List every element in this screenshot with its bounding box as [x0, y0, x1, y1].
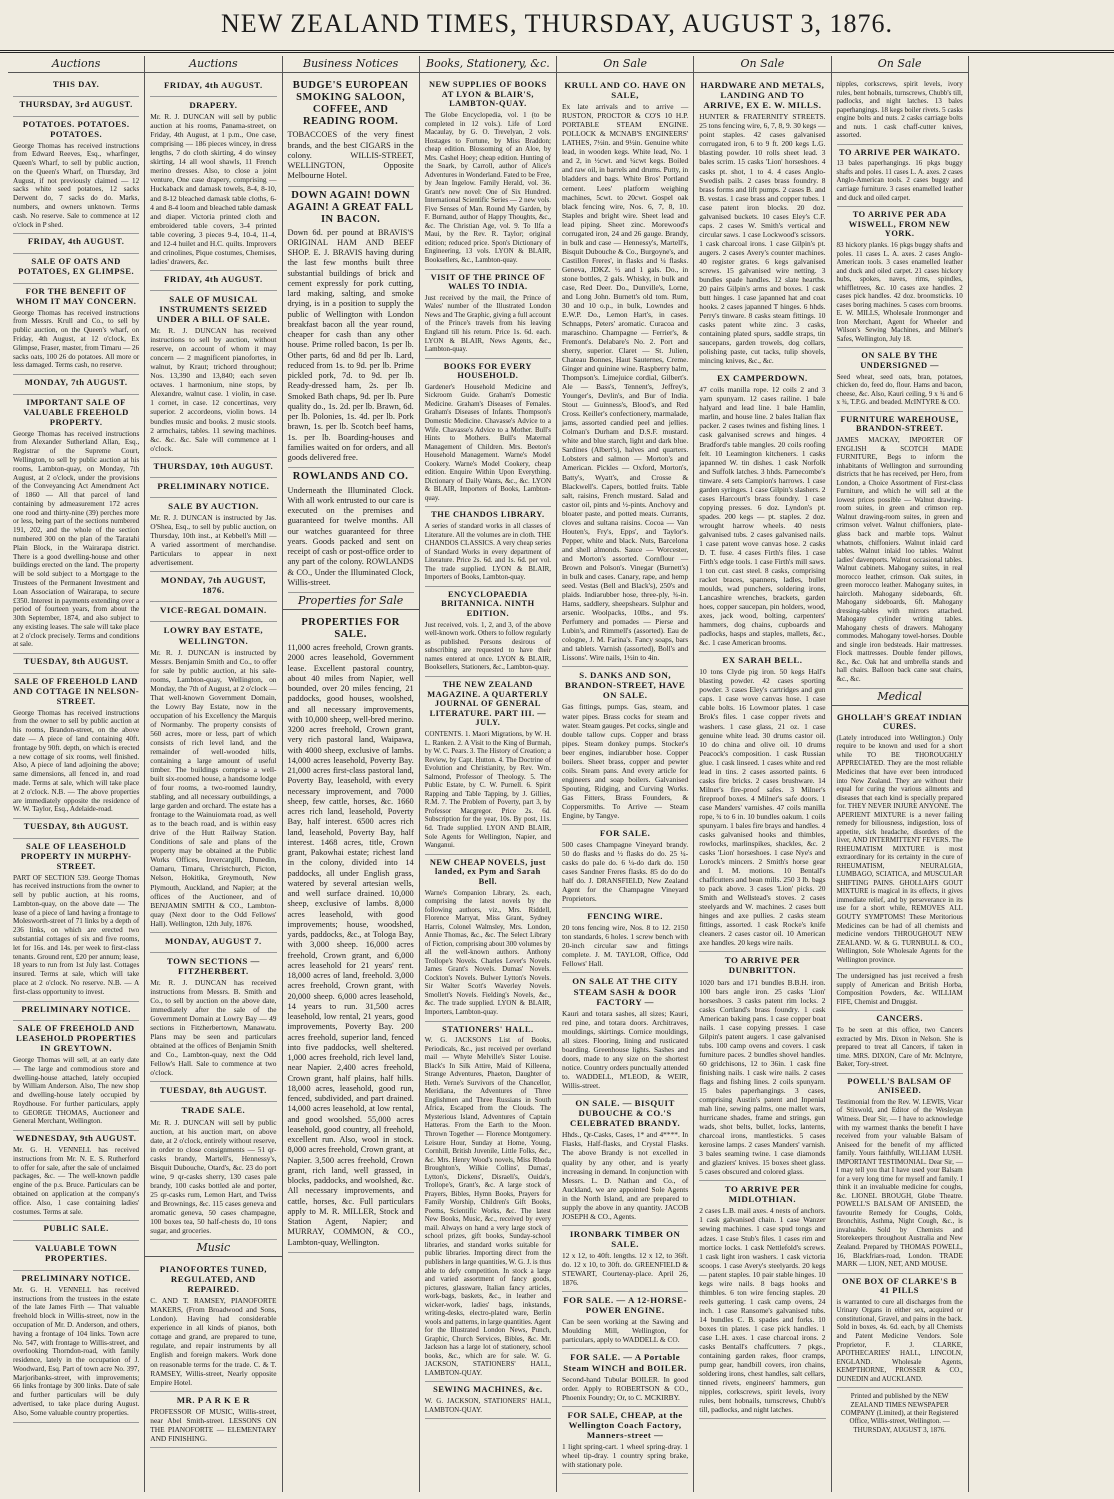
ad-body: Seed wheat, seed oats, bran, potatoes, chicken do, feed do, flour. Hams and bacon, cheese, &c. Also, Kauri ceiling, 9 x ¾ and 6 x ¾, T.P.G. and beaded. McINTYRE & CO. — [836, 372, 963, 407]
ad-heading: POTATOES. POTATOES. POTATOES. — [22, 118, 130, 139]
advertisement — [13, 1271, 139, 1423]
advertisement — [288, 77, 414, 187]
ad-body: Kauri and totara sashes, all sizes; Kauri, red pine, and totara doors. Architraves, mouldings, skirtings. Cornice mouldings, all sizes. Flooring, lining and rusticated boarding. Greenhouse lights. Sashes and doors, made to any size on the shortest notice. Country orders punctually attended to. WADDELL, M'LEOD, & WEIR, Willis-street. — [562, 1008, 689, 1091]
advertisement — [562, 908, 688, 973]
section-heading: Books, Stationery, &c. — [420, 56, 556, 73]
advertisement — [150, 622, 276, 932]
advertisement — [699, 77, 825, 370]
ad-body: 1 light spring-cart. 1 wheel spring-dray. 1 wheel tip-dray. 1 country spring brake, with stationary pole. — [562, 1442, 689, 1470]
advertisement — [837, 969, 963, 1011]
advertisement — [13, 375, 139, 395]
ad-heading: EX CAMPERDOWN. — [717, 373, 808, 384]
advertisement — [150, 1392, 276, 1448]
masthead — [0, 0, 1114, 53]
advertisement — [13, 674, 139, 819]
advertisement — [13, 284, 139, 375]
ad-heading: DRAPERY. — [189, 100, 238, 111]
ad-heading: FRIDAY, 4th AUGUST. — [164, 80, 263, 90]
advertisement — [150, 572, 276, 602]
ad-body: Mr. R. J. DUNCAN is instructed by Jas. O'Shea, Esq., to sell by public auction, on Thursday, 10th inst., at Kebbell's Mill — A varied assortment of merchandise. Particulars to appear in next advertisement. — [150, 512, 277, 568]
ad-body: The Globe Encyclopedia, vol. 1 (to be completed in 12 vols.). Life of Lord Macaulay, by G. O. Trevelyan, 2 vols. Hostages to Fortune, by Miss Braddon; cheap edition. Blossoming of an Aloe, by Mrs. Cashel Hoey; cheap edition. Hunting of the Snark, by Carroll, author of Alice's Adventures in Wonderland. Fated to be Free, by Jean Ingelow. Family Herald, vol. 36. Grant's new novel: One of Six Hundred. International Scientific Series — 2 new vols. Five Senses of Man. Round My Garden, by F. Burnand, author of Happy Thoughts, &c., &c. The Christian Age, vol. 9. To Ilfa a Maui, by the Rev. R. Taylor; original edition; reduced price. Spon's Dictionary of Engineering, 13 vols. LYON & BLAIR, Booksellers, &c., Lambton-quay. — [424, 110, 551, 264]
ad-body: TOBACCOES of the very finest brands, and the best CIGARS in the colony. WILLIS-STREET, WELLINGTON, Opposite Melbourne Hotel. — [287, 130, 414, 181]
ad-heading: NEW CHEAP NOVELS, just landed, ex Pym and Sarah Bell. — [429, 857, 546, 886]
ad-body: 1020 bars and 171 bundles B.B.H. iron. 100 bars angle iron. 25 casks 'Lion' horseshoes. 3 casks patent rim locks. 2 casks Cortland's brass foundry. 1 cask American baking pans. 1 case copper boat nails. 1 case copying presses. 1 case Gilpin's patent augers. 1 case galvanised tubs. 100 camp ovens and covers. 1 cask furniture paces. 2 bundles shovel handles. 60 gridchisons, 12 to 36in. 1 cask fine finishing nails. 1 cask wire nails. 2 cases flags and fishing lines. 2 coils spunyarn. 15 bales paperhangings. 3 cases, comprising Austin's patent and Inpenial mah line, sewing palms, one mallet wars, hurricane shades, frame and strings, gun wads, shot belts, bullet, locks, lanterns, charcoal irons, mantlesticks. 5 cases kerosine lamps. 2 cases Manders' varnish. 3 bales seaming twine. 1 case diamonds and glaziers' knives. 15 boxes sheet glass. 5 cases obscured and colored glass. — [699, 977, 826, 1177]
advertisement — [13, 839, 139, 1002]
ad-body: JAMES MACKAY, IMPORTER OF ENGLISH & SCOTCH MADE FURNITURE, Begs to inform the inhabitants of Wellington and surrounding districts that he has received, per Hero, from London, a Choice Assortment of First-class Furniture, and which he will sell at the lowest prices possible — Walnut drawing-room suites, in green and crimson rep. Walnut drawing-room suites, in green and crimson velvet. Walnut chiffoniers, plate-glass back and marble tops. Walnut whatnots, chiffoniers. Walnut inlaid card tables. Walnut inlaid loo tables. Walnut ladies' davenports. Walnut occasional tables. Walnut cabinets. Mahogany suites, in real morocco leather, crimson. Oak suites, in green morocco leather. Mahogany suites, in haircloth. Mahogany sideboards, 6ft. Mahogany sideboards, 6ft. Mahogany dressing-tables with mirrors attached. Mahogany cylinder writing tables. Mahogany chests of drawers. Mahogany commodes. Mahogany towel-horses. Double and single iron bedsteads. Hair mattresses. Flock mattresses. Double fender pillows, &c., &c. Oak hat and umbrella stands and hall chairs. Balloon back cane seat chairs, &c., &c. — [836, 436, 963, 683]
ad-heading: PIANOFORTES TUNED, REGULATED, AND REPAIRED. — [159, 1263, 267, 1295]
advertisement — [13, 234, 139, 254]
ad-heading: STATIONERS' HALL. — [442, 1024, 534, 1034]
ad-heading: EX SARAH BELL. — [722, 655, 803, 666]
ad-heading: TO ARRIVE PER WAIKATO. — [839, 147, 961, 157]
ad-body: 2 cases L.B. mail axes. 4 nests of anchors. 1 cask galvanised chain. 1 case Wanzer sewing machines. 1 case spud tongs and adzes. 1 case Stub's files. 1 cases rim and mortice locks. 1 cask Nettlefold's screws. 1 cask light iron washers. 1 cask victoria scoops. 1 case Avery's steelyards. 20 kegs — patent staples. 10 pair stable hinges. 10 kegs wire nails. 8 bags hooks and thimbles. 6 ton wire fencing staples. 20 reels guttering. 1 cask camp ovens, 24 inch. 1 case Ransome's galvanised tubs. 14 bundles C. B. spades and forks. 10 boxes tin plates. 1 case pick handles. 1 case L.H. axes. 1 case charcoal irons. 2 casks Bentall's chaffcutters. 7 pkgs., containing garden rakes, floor cramps, pump gear, handbill covers, iron chains, soldering irons, chest handles, salt cellars, tinned rivets, engineers' hammers, gun nipples, corkscrews, spirit levels, ivory rules, bent hobnails, turnscrews, Chubb's till, padlocks, and night latches. — [699, 1206, 826, 1415]
advertisement — [425, 677, 551, 855]
advertisement — [699, 952, 825, 1181]
column-5 — [557, 56, 694, 1492]
ad-heading: FURNITURE WAREHOUSE, BRANDON-STREET. — [840, 414, 959, 434]
column-2 — [145, 56, 282, 1492]
advertisement — [150, 97, 276, 271]
ad-heading: DOWN AGAIN! DOWN AGAIN! A GREAT FALL IN BACON. — [287, 189, 414, 225]
newspaper-title: NEW ZEALAND TIMES, THURSDAY, AUGUST 3, 1876. — [221, 9, 893, 38]
ad-heading: TOWN SECTIONS — FITZHERBERT. — [166, 955, 260, 976]
ad-heading: IRONBARK TIMBER ON SALE. — [569, 1228, 681, 1249]
advertisement — [425, 77, 551, 270]
advertisement — [150, 1261, 276, 1392]
ad-body: To be seen at this office, two Cancers extracted by Mrs. Dixon in Nelson. She is prepared to treat all Cancers, if taken in time. MRS. DIXON, Care of Mr. McIntyre, Baker, Tory-street. — [836, 1025, 963, 1069]
advertisement — [562, 1095, 688, 1226]
advertisement — [150, 291, 276, 458]
advertisement — [837, 1274, 963, 1389]
ad-heading: BOOKS FOR EVERY HOUSEHOLD. — [443, 361, 532, 381]
ad-body: George Thomas will sell, at an early date — The large and commodious store and dwelling-house attached, lately occupied by William Anderson. Also, The new shop and dwelling-house lately occupied by Roydhouse. For further particulars, apply to GEORGE THOMAS, Auctioneer and General Merchant, Wellington. — [13, 1056, 140, 1126]
section-heading: Medical — [832, 689, 968, 706]
ad-heading: SALE OF OATS AND POTATOES, EX GLIMPSE. — [18, 256, 135, 277]
ad-heading: FOR SALE, CHEAP, at the Wellington Coach Factory, Manners-street — — [567, 1409, 683, 1440]
advertisement — [425, 270, 551, 359]
ad-body: PROFESSOR OF MUSIC, Willis-street, near Abel Smith-street. LESSONS ON THE PIANOFORTE — ELEMENTARY AND FINISHING. — [150, 1406, 277, 1443]
ad-heading: THURSDAY, 3rd AUGUST. — [19, 98, 133, 109]
ad-heading: THURSDAY, 10th AUGUST. — [153, 460, 274, 471]
ad-heading: THE NEW ZEALAND MAGAZINE. A QUARTERLY JOURNAL OF GENERAL LITERATURE. PART III. — JULY. — [427, 679, 549, 728]
ad-body: C. AND T. RAMSEY, PIANOFORTE MAKERS, (From Broadwood and Sons, London). Having had considerable experience in all kinds of pianos, both cottage and grand, are prepared to tune, regulate, and repair instruments by all English and foreign makers. Work done on reasonable terms for the trade. C. & T. RAMSEY, Willis-street, Nearly opposite Empire Hotel. — [150, 1296, 277, 1387]
advertisement — [13, 1021, 139, 1131]
ad-heading: BUDGE'S EUROPEAN SMOKING SALOON, COFFEE, AND READING ROOM. — [292, 80, 409, 128]
ad-heading: S. DANKS AND SON, BRANDON-STREET, HAVE ON SALE. — [565, 670, 686, 701]
ad-body: Mr. R. J. DUNCAN will sell by public auction, at his auction mart, on above date, at 2 o'clock, entirely without reserve, in order to close consignments — 51 qr-casks brandy, Martell's, Hennessy's, Bisquit Dubouche, Otard's, &c. 23 do port wine, 9 qr-casks sherry, 130 cases pale brandy, 100 casks bottled ale and porter, 25 qr-casks rum, Lemon Hart, and Twiss and Brownings, &c. 115 cases geneva and aromatic geneva, 50 cases champagne, 100 boxes tea, 50 half-chests do, 10 tons sugar, and groceries. — [150, 1117, 277, 1235]
ad-body: A series of standard works in all classes of Literature. All the volumes are in cloth. THE CHANDOS CLASSICS. A very cheap series of Standard Works in every department of Literature. Price 2s. 6d. and 1s. 6d. per vol. The trade supplied. LYON & BLAIR, Importers of Books, Lambton-quay. — [424, 521, 551, 582]
newspaper-page — [8, 56, 1106, 1492]
ad-body: CONTENTS. 1. Maori Migrations, by W. H. L. Ranken. 2. A Visit to the King of Burmah, by W. C. Pears. 3. The History of Creation; a Review, by Capt. Hutton. 4. The Doctrine of Evolution and Christianity, by Rev. Wm. Salmond, Professor of Theology. 5. The Public Estate, by C. W. Purnell. 6. Spirit Rapping and Table Tapping, by J. Gillies, R.M. 7. The Problem of Poverty, part 3, by Professor Macgregor. Price 2s. 6d. Subscription for the year, 10s. By post, 11s. 6d. Trade supplied. LYON AND BLAIR, Sole Agents for Wellington, Napier, and Wanganui. — [424, 730, 551, 850]
ad-body: 10 tons Clyde pig iron. 50 kegs Hall's blasting powder. 42 cases sporting powder. 3 cases Eley's cartridges and gun caps. 1 case wove canvas hose. 1 case cable bolts. 16 Lowmoor plates. 1 case Brok's files. 1 case copper rivets and washers. 1 case glass, 21 oz. 1 case genuine white lead. 30 drums castor oil. 10 do china and olive oil. 10 drums Peacock's composition. 1 cask Russian glue. 1 cask linseed. 1 cases white and red lead in tins. 2 cases assorted paints. 6 casks fire bricks. 2 cases brushware. 14 Milner's fire-proof safes. 3 Milner's fireproof boxes. 4 Milner's safe doors. 1 case Manders' varnishes. 47 coils manilla rope, ¾ to 6 in. 10 bundles oakum. 1 coils spunyarn. 1 bales fire brays and handles. 4 casks galvanised hooks and thimbles, rowlocks, marlinspikes, shackles, &c. 2 casks 'Lion' horseshoes. 1 case Nye's and Lorock's mincers. 2 Smith's horse gear and I. M. motions. 10 Bentall's chaffcutters and bean mills. 250 3 lb. bags to pack above. 3 cases 'Lion' picks. 20 Smith and Wellstead's stoves. 2 cases steelyards and W. machines. 2 cases butt hinges and axe pullies. 2 casks steam fittings, assorted. 1 cask Rocke's knife cleaners. 2 cases castor oil. 10 American axe handles. 20 kegs wire nails. — [699, 667, 826, 948]
ad-heading: PROPERTIES FOR SALE. — [301, 617, 400, 641]
ad-heading: SALE OF FREEHOLD LAND AND COTTAGE IN NELSON-STREET. — [13, 676, 140, 706]
ad-heading: MONDAY, 7th AUGUST, 1876. — [160, 575, 266, 596]
ad-heading: MR. P A R K E R — [176, 1394, 250, 1405]
publisher-imprint: Printed and published by the NEW ZEALAND TIMES NEWSPAPER COMPANY (Limited), at their Registered Office, Willis-street, Wellington. — THURSDAY, AUGUST 3, 1876. — [840, 1392, 959, 1434]
advertisement — [699, 652, 825, 952]
advertisement — [13, 654, 139, 674]
ad-body: 83 hickory planks. 16 pkgs buggy shafts and poles. 11 cases L. A. axes. 2 cases Anglo-American tools. 3 cases enamelled leather and duck and oiled carpet. 21 cases hickory hubs, spokes, naves, rims, spindles, whiffletrees, &c. 10 cases axe handles. 2 cases pick handles. 42 doz. broomsticks. 10 cases boring machines. 5 cases corn brooms. E. W. MILLS, Wholesale Ironmonger and Iron Merchant, Agent for Wheeler and Wilson's Sewing Machines, and Milner's Safes, Wellington, July 18. — [836, 241, 963, 343]
advertisement — [562, 1226, 688, 1292]
ad-heading: TUESDAY, 8th AUGUST. — [23, 656, 129, 667]
ad-body: (Lately introduced into Wellington.) Only require to be known and used for a short while TO BE THOROUGHLY APPRECIATED. They are the most reliable Medicines that have ever been introduced into New Zealand. They are without their equal for curing the various ailments and diseases that each kind is specially prepared for. THEY NEVER INJURE ANYONE. The APERIENT MIXTURE is a never failing remedy for biliousness, indigestion, loss of appetite, sick headache, disorders of the liver, AND INTERMITTENT FEVERS. The RHEUMATISM MIXTURE is most extraordinary for its certainty in the cure of RHEUMATISM, NEURALGIA, LUMBAGO, SCIATICA, and MUSCULAR SHIFTING PAINS. GHOLLAH'S GOUT MIXTURE is magical in its effects, it gives immediate relief, and by perseverance in its use for a short while, REMOVES ALL GOUTY SYMPTOMS! These Meritorious Medicines can be had of all chemists and medicine vendors THROUGHOUT NEW ZEALAND. W. & G. TURNBULL & CO., Wellington, Sole Wholesale Agents for the Wellington province. — [836, 733, 963, 964]
ad-heading: ON SALE BY THE UNDERSIGNED — — [860, 351, 940, 371]
advertisement — [150, 1102, 276, 1240]
ad-heading: THE CHANDOS LIBRARY. — [431, 510, 545, 520]
advertisement — [562, 1292, 688, 1349]
ad-body: Can be seen working at the Sawing and Moulding Mill, Wellington, for particulars, apply to WADDELL & CO. — [562, 1317, 689, 1345]
ad-body: 11,000 acres freehold, Crown grants. 2000 acres leasehold, Government lease. Excellent pastoral country, about 40 miles from Napier, well bounded, over 20 miles fencing, 21 paddocks, good houses, woolshed, and all necessary improvements, with 10,000 sheep, well-bred merino. 3200 acres freehold, Crown grant, very rich pastoral land, Waipawa, with 4000 sheep, exclusive of lambs. 14,000 acres leasehold, Poverty Bay. 21,000 acres first-class pastoral land, Poverty Bay, leasehold, with every necessary improvement, and 7000 sheep, few cattle, horses, &c. 1660 acres rich land, leasehold, Poverty Bay, half interest. 6500 acres rich land, leasehold, Poverty Bay, half interest. 1468 acres, title, Crown grant, Pakowhai estate; richest land in the colony, divided into 14 paddocks, all under English grass, watered by several artesian wells, and well surface drained. 10,000 sheep, exclusive of lambs. 8,000 acres leasehold, with good improvements; house, woodshed, yards, paddocks, &c., at Tologa Bay, with 3,000 sheep. 16,000 acres freehold, Crown grant, and 6,000 acres leasehold for 21 years' rent. 18,000 acres of land, freehold. 3,000 acres freehold, Crown grant, with 20,000 sheep. 6,000 acres leasehold, 14 years to run. 31,500 acres leasehold, low rental, 21 years, good improvements, Poverty Bay. 200 acres freehold, superior land, fenced into five paddocks, well sheltered. 1,000 acres freehold, rich level land, near Napier. 2,400 acres freehold, Crown grant, half plains, half hills. 18,000 acres, leasehold, good run, fenced, subdivided, and part drained. 14,000 acres leasehold, at low rental, and good woolshed. 55,000 acres leasehold, good country, all freehold, excellent run. Also, wool in stock. 8,000 acres freehold, Crown grant, at Napier. 3,500 acres freehold, Crown grant, rich land, well grassed, in blocks, paddocks, and woolshed, &c. All necessary improvements, and cattle, horses, &c. Full particulars apply to M. R. MILLER, Stock and Station Agent, Napier; and MURRAY, COMMON, & CO., Lambton-quay, Wellington. — [287, 643, 414, 1247]
ad-heading: NEW SUPPLIES OF BOOKS AT LYON & BLAIR'S, LAMBTON-QUAY. — [428, 80, 547, 109]
ad-heading: LOWRY BAY ESTATE, WELLINGTON. — [163, 625, 264, 646]
ad-body: 500 cases Champagne Vineyard brandy. 50 do flasks and ½ flasks do do. 25 ¼-casks do pale do. 6 ¼-do dark do. 150 cases Sandner Freres flasks. 85 do do do half do. J. DRANSFIELD, New Zealand Agent for the Champagne Vineyard Proprietors. — [562, 840, 689, 904]
section-heading: On Sale — [694, 56, 830, 73]
column-6 — [694, 56, 831, 1492]
ad-body: 47 coils manilla rope. 12 coils 2 and 3 yarn spunyarn. 12 cases railine. 1 bale halyard and lead line. 1 bale Hamlin, marlin, and house line. 2 bales Italian flax packer. 2 cases twines and fishing lines. 1 cask galvanised screws and hinges. 4 Bradford's table mangles. 20 coils roofing felt. 10 Leamington kitcheners. 1 casks japanned W. tin dishes. 1 cask Norfolk and Suffolk latches. 3 hhds. Parnecombe's tinware. 4 sets Campion's harrows. 1 case garden syringes. 1 case Gilpin's slashers. 2 cases Harcourt's brass foundry. 1 case copying presses. 6 doz. Lyndon's pt. spades. 200 kegs — pt. staples. 2 doz. wrought harrow wheels. 40 nests galvanised tubs. 2 cases galvanised nails. 1 case patent wove canvas hose. 2 casks D. T. fuse. 4 cases Firth's files. 1 case Firth's edge tools. 1 case Firth's mill saws. 1 ton cut. cast steel. 8 casks, comprising racket braces, spanners, ladles, bullet moulds, wad punchers, soldering irons, Lancashire wrenches, brackets, garden hoes, copper saucepan, pin holders, wood, axes, jack wood, bolting, carpenters' hammers, dog chains, cupboards and padlocks, hasps and staples, mallets, &c., &c. 1 case American brooms. — [699, 385, 826, 648]
ad-heading: FOR SALE. — [599, 827, 651, 838]
advertisement — [150, 953, 276, 1083]
ad-body: Mr. R. J. DUNCAN has received instructions to sell by auction, without reserve, on account of whom it may concern — 2 magnificent pianofortes, in walnut, by Kraut; trichord throughout; Nos. 13,390 and 13,840; each seven octaves. 1 harmonium, nine stops, by Alexandre, walnut case. 1 violin, in case. 1 cornet, in case. 12 concertinas, very superior. 2 accordeons, violin bows. 14 bundles music and books. 2 music stools. 2 armchairs, tables. 11 sewing machines. &c. &c. &c. Sale will commence at 1 o'clock. — [150, 326, 277, 453]
advertisement — [562, 1349, 688, 1406]
section-heading: On Sale — [832, 56, 968, 73]
column-7 — [832, 56, 969, 1492]
ad-body: Mr. R. J. DUNCAN has received instructions from Messrs. B. Smith and Co., to sell by auction on the above date, immediately after the sale of the Government Domain at Lowry Bay — 49 sections in Fitzherbertown, Manawatu. Plans may be seen and particulars obtained at the offices of Benjamin Smith and Co., Lambton-quay, next the Odd Fellow's Hall. Sale to commence at two o'clock. — [150, 977, 277, 1078]
advertisement — [13, 819, 139, 839]
ad-body: W. G. JACKSON, STATIONERS' HALL, LAMBTON-QUAY. — [424, 1397, 551, 1414]
advertisement — [837, 348, 963, 411]
advertisement — [13, 1241, 139, 1271]
advertisement — [837, 207, 963, 348]
ad-heading: TO ARRIVE PER DUNBRITTON. — [724, 955, 800, 976]
ad-body: George Thomas has received instructions from Edward Reeves, Esq., wharfinger, Queen's Wharf, to sell by public auction, on the Queen's Wharf, on Thursday, 3rd August, if not previously claimed — 12 sacks white seed potatoes, 12 sacks Derwent do, 7 sacks do do. Marks, numbers, and owners unknown. Terms cash. No reserve. Sale to commence at 12 o'clock in P shed. — [13, 141, 140, 229]
advertisement — [562, 77, 688, 667]
ad-heading: FENCING WIRE. — [587, 911, 663, 922]
advertisement — [288, 614, 414, 1253]
ad-body: Just received by the mail, the Prince of Wales' number of the Illustrated London News and The Graphic, giving a full account of the Prince's travels from his leaving England till his return. Price 1s. 6d. each. LYON & BLAIR, News Agents, &c., Lambton-quay. — [424, 293, 551, 354]
advertisement — [837, 1074, 963, 1274]
ad-body: Just received, vols. 1, 2, and 3, of the above well-known work. Others to follow regularly as published. Persons desirous of subscribing are requested to have their names entered at once. LYON & BLAIR, Booksellers, Stationers, &c., Lambton-quay. — [424, 620, 551, 672]
advertisement — [150, 458, 276, 478]
ad-body: Mr. G. H. VENNELL has received instructions from the trustees in the estate of the late James Firth — That valuable freehold block in Willis-street, now in the occupation of Mr. D. Anderson, and others, having a frontage of 104 links. Town acre No. 547, with frontage to Willis-street, and overlooking Thorndon-road, with family residence, lately in the occupation of J. Woodward, Esq. Part of town acre No. 397, Marjoribanks-street, with improvements; 66 links frontage by 300 links. Date of sale and further particulars will be duly advertised, to take place during August. Also, Some valuable country properties. — [13, 1285, 140, 1417]
advertisement — [837, 1011, 963, 1073]
section-heading: On Sale — [557, 56, 693, 73]
ad-heading: TRADE SALE. — [181, 1105, 246, 1116]
ad-body: nipples, corkscrews, spirit levels, ivory rules, bent hobnails, turnscrews, Chubb's till, padlocks, and night latches. 13 bales paperhangings. 18 kegs boiler rivets. 5 casks engine bolts and nuts. 2 casks carriage bolts and nuts. 1 cask chaff-cutter knives, assorted. — [836, 80, 963, 140]
advertisement — [288, 187, 414, 469]
advertisement — [150, 933, 276, 953]
advertisement — [837, 412, 963, 689]
ad-heading: CANCERS. — [876, 1014, 923, 1024]
section-heading: Properties for Sale — [283, 593, 419, 610]
advertisement — [13, 77, 139, 97]
ad-body: Ex late arrivals and to arrive — RUSTON, PROCTOR & CO'S 10 H.P. PORTABLE STEAM ENGINE. POLLOCK & MCNAB'S ENGINEERS' LATHES, 7½in. and 9½in. Genuine white lead, in wooden kegs. White lead, No. 1 and 2, in ½cwt. and ¼cwt kegs. Boiled and raw oil, in barrels and drums. Putty, in bladders and bags. White Bros' Portland cement. Lees' platform weighing machines, 5cwt. to 20cwt. Gospel oak black fencing wire, Nos. 6, 7, 8, 10. Staples and bright wire. Sheet lead and lead piping. Sheet zinc. Morewood's corrugated iron, 24 and 26 gauge. Brandy, in bulk and case — Hennessy's, Martell's, Bisquit Dubouche & Co., Burgoyne's, and Castillon Freres', in flasks and ¼ flasks. Geneva, JDKZ. ½ and 1 gals. Do., in stone bottles, 2 gals. Whisky, in bulk and case, Red Deer. Do., Dunville's, Lorne, and Long John. Burnett's old tom. Rum, 30 and 10 o.p., in bulk, Lowndes and E.W.P. Do., Lemon Hart's, in cases. Schnapps, Peters' aromatic. Curacoa and maraschino. Champagne — Ferrier's, & Fremont's. Delabare's No. 2. Port and sherry, superior. Claret — St. Julien, Chateau Bonnes, Haut Sauternes, Creme. Ginger and quinine wine. Raspberry balm, Thompson's. Limejuice cordial, Gilbert's. Ale — Bass's, Tennent's, Jeffrey's, Younger's, Devlin's, and Bur of India. Stout — Guinness's, Blood's, and Red Cross. Keiller's confectionery, marmalade, jams, assorted candied peel and jellies. Colman's Durham and D.S.F. mustard. white and blue starch, light and dark blue. Sardines (Albert's), halves and quarters. Lobsters and salmon — Morton's and American. Pickles — Oxford, Morton's, Batty's, Wyatt's, and Crosse & Blackwell's. Capers, bottled fruits. Table salt, raisins, French mustard. Salad and castor oil, pints and ½-pints. Anchovy and bloater paste, and potted meats. Currants, cloves and sultana raisins. Cocoa — Van Houten's, Fry's, Epps', and Taylor's. Pepper, white and black. Nuts, Barcelona and shell almonds. Sauce — Worcester, and Morton's assorted. Cornflour — Brown and Polson's. Vinegar (Burnett's) in bulk and cases. Canary, rape, and hemp seed. Vestas (Bell and Black's), 250's and plaids. Indiarubber hose, three-ply, ¾-in. Hams, saddlery, sheepshears. Sulphur and arsenic. Woolpacks, 10lbs., and 9's. Perfumery and pomades — Pierse and Lubin's, and Rimmell's (assorted). Eau de cologne, J. M. Farina's. Fancy soaps, bars and tablets. Varnish (assorted), Boll's and Lissons'. Wire nails, 1½in to 4in. — [562, 102, 689, 663]
ad-heading: TUESDAY, 8th AUGUST. — [159, 1085, 267, 1096]
advertisement — [425, 1382, 551, 1419]
advertisement — [837, 145, 963, 207]
ad-heading: VISIT OF THE PRINCE OF WALES TO INDIA. — [430, 272, 546, 292]
advertisement — [150, 498, 276, 572]
ad-body: Second-hand Tubular BOILER. In good order. Apply to ROBERTSON & CO., Phoenix Foundry; Or, to C. MCKIRBY. — [562, 1374, 689, 1402]
ad-body: HUNTER & FRATERNITY STREETS. 25 tons fencing wire, 6, 7, 8, 9. 30 kegs — point staples. 42 cases galvanised corrugated iron, 6 to 9 ft. 200 kegs L.G. blasting powder. 10 rolls sheet lead. 3 bales scrim. 15 casks 'Lion' horseshoes. 4 casks pt. shot, 1 to 4. 4 cases Anglo-Swedish pails. 2 cases brass foundry. 8 brass forms and lift pumps. 2 cases B. and B. vestas. 1 case brass and copper tubes. 1 case patent iron blocks. 20 doz. galvanised buckets. 10 cases Eley's C.F. caps. 2 cases W. Smith's vertical and circular saws. 1 case Lockwood's scissors. 1 cask charcoal irons. 1 case Gilpin's pt. augers. 2 cases Avery's counter machines. 40 register grates. 6 kegs galvanised screws. 15 galvanised wire netting. 3 bundles spade handles. 12 slate hearths. 20 pairs Gilpin's arms and boxes. 1 cask butt hinges. 1 case japanned hat and coat hooks. 2 cases japanned T hinges. 6 hhds. Perry's tinware. 8 casks steam fittings. 10 casks patent white zinc. 3 casks, containing plated spurs, saddle straps, tin saucepans, garden trowels, dog collars, polishing paste, cut tacks, tulip shovels, mincing knives, &c., &c. — [699, 112, 826, 366]
ad-body: 12 x 12, to 40ft. lengths. 12 x 12, to 36ft. do. 12 x 10, to 30ft. do. GREENFIELD & STEWART, Courtenay-place. April 26, 1876. — [562, 1250, 689, 1288]
ad-heading: SEWING MACHINES, &c. — [433, 1385, 543, 1395]
ad-body: Underneath the Illuminated Clock. With all work entrusted to our care is executed on the premises and guaranteed for twelve months. All our watches guaranteed for three years. Goods packed and sent on receipt of cash or post-office order to any part of the colony. ROWLANDS & CO., Under the Illuminated Clock, Willis-street. — [287, 485, 414, 587]
advertisement — [837, 710, 963, 970]
ad-heading: SALE OF LEASEHOLD PROPERTY IN MURPHY-STREET. — [20, 840, 132, 871]
ad-body: Mr. R. J. DUNCAN is instructed by Messrs. Benjamin Smith and Co., to offer for sale by public auction, at his sale-rooms, Lambton-quay, Wellington, on Monday, the 7th of August, at 2 o'clock — That well-known Government Domain, the Lowry Bay Estate, now in the occupation of his Excellency the Marquis of Normanby. The property consists of 560 acres, more or less, part of which consists of rich level land, and the remainder of well-wooded hills, containing a large amount of useful timber. The buildings comprise a well-built six-roomed house, a handsome lodge of four rooms, a two-roomed laundry, stabling, and all necessary outbuildings, a large garden and orchard. The estate has a frontage to the Wainuiomata road, as well as to the beach road, and is within easy drive of the Hutt Railway Station. Conditions of sale and plans of the property may be obtained at the Public Works Offices, Invercargill, Dunedin, Oamaru, Timaru, Christchurch, Picton, Nelson, Hokitika, Greymouth, New Plymouth, Auckland, and Napier; at the offices of the Auctioneer, and of BENJAMIN SMITH & CO., Lambton-quay (Next door to the Odd Fellows' Hall). Wellington, 12th July, 1876. — [150, 647, 277, 928]
ad-heading: FOR SALE. — A 12-HORSE-POWER ENGINE. — [563, 1295, 687, 1316]
ad-heading: FOR SALE. — A Portable Steam WINCH and BOILER. — [563, 1352, 687, 1373]
column-1 — [8, 56, 145, 1492]
ad-body: 20 tons fencing wire, Nos. 8 to 12. 2150 ton standards, 6 holes. 1 screw bench with 20-inch circular saw and fittings complete. J. M. TAYLOR, Office, Odd Fellows' Hall. — [562, 923, 689, 969]
ad-heading: MONDAY, 7th AUGUST. — [24, 377, 128, 388]
ad-heading: SALE OF FREEHOLD AND LEASEHOLD PROPERTIES IN GREYTOWN. — [16, 1023, 137, 1054]
section-heading: Music — [145, 1240, 281, 1257]
ad-heading: PUBLIC SALE. — [43, 1223, 109, 1234]
ad-body: The undersigned has just received a fresh supply of American and British Horba, Composition Powders, &c. WILLIAM FIFE, Chemist and Druggist. — [836, 972, 963, 1006]
ad-heading: THIS DAY. — [52, 79, 100, 89]
ad-body: is warranted to cure all discharges from the Urinary Organs in either sex, acquired or constitutional, Gravel, and pains in the back. Sold in boxes, 4s. 6d. each, by all Chemists and Patent Medicine Vendors. Sole Proprietor, F. J. CLARKE, APOTHECARIES' HALL, LINCOLN, ENGLAND. Wholesale Agents, KEMPTHORNE, PROSSER & CO., DUNEDIN and AUCKLAND. — [836, 1297, 963, 1383]
ad-heading: ONE BOX OF CLARKE'S B 41 PILLS — [842, 1276, 958, 1296]
column-4 — [420, 56, 557, 1492]
ad-body: 13 bales paperhangings. 16 pkgs buggy shafts and poles. 11 cases L. A. axes. 2 cases Anglo-American tools. 2 cases buggy and carriage furniture. 3 cases enamelled leather and duck and oiled carpet. — [836, 159, 963, 202]
ad-heading: TO ARRIVE PER ADA WISWELL, FROM NEW YORK. — [848, 210, 951, 239]
ad-heading: HARDWARE AND METALS, LANDING AND TO ARRIVE, EX E. W. MILLS. — [700, 80, 825, 111]
advertisement — [150, 271, 276, 291]
ad-heading: GHOLLAH'S GREAT INDIAN CURES. — [837, 712, 963, 732]
ad-heading: SALE OF MUSICAL INSTRUMENTS SEIZED UNDER A BILL OF SALE. — [156, 293, 271, 325]
advertisement — [425, 507, 551, 586]
ad-heading: IMPORTANT SALE OF VALUABLE FREEHOLD PROPERTY. — [23, 397, 129, 427]
ad-heading: FOR THE BENEFIT OF WHOM IT MAY CONCERN. — [15, 285, 137, 306]
advertisement — [425, 855, 551, 1022]
advertisement — [13, 117, 139, 235]
column-8 — [969, 56, 1106, 1492]
advertisement — [425, 587, 551, 677]
ad-heading: ON SALE. — BISQUIT DUBOUCHE & CO.'S CELEBRATED BRANDY. — [570, 1098, 681, 1129]
ad-heading: VALUABLE TOWN PROPERTIES. — [35, 1243, 118, 1264]
ad-heading: PRELIMINARY NOTICE. — [21, 1273, 131, 1283]
advertisement — [150, 602, 276, 622]
ad-heading: KRULL AND CO. HAVE ON SALE, — [564, 80, 686, 101]
advertisement — [13, 395, 139, 654]
section-heading: Auctions — [8, 56, 144, 73]
ad-heading: FRIDAY, 4th AUGUST. — [164, 273, 263, 284]
advertisement — [150, 1082, 276, 1102]
ad-heading: FRIDAY, 4th AUGUST. — [27, 236, 125, 247]
ad-heading: TUESDAY, 8th AUGUST. — [23, 821, 129, 832]
advertisement — [562, 1407, 688, 1474]
section-heading: Business Notices — [283, 56, 419, 73]
advertisement — [13, 254, 139, 284]
advertisement — [562, 825, 688, 908]
ad-body: PART OF SECTION 539. George Thomas has received instructions from the owner to sell by public auction, at his rooms, Lambton-quay, on the above date — The lease of a piece of land having a frontage to Molesworth-street of 71 links by a depth of 236 links, on which are erected two substantial cottages of six and five rooms, let for 16s. and 14s. per week to first-class tenants. Ground rent, £20 per annum; lease, 18 years to run from 1st July last. Cottages insured. Terms at sale, which will take place at 2 o'clock. No reserve. N.B. — A first-class opportunity to invest. — [13, 873, 140, 996]
ad-body: Warne's Companion Library, 2s. each, comprising the latest novels by the following authors, viz., Mrs. Riddell, Florence Marryat, Miss Grant, Sydney Harris, Colonel Walmsley, Mrs. London, Annie Thomas, &c., &c. The Select Library of Fiction, comprising about 300 volumes by all the well-known authors. Anthony Trollope's Novels. Charles Lever's Novels. James Grant's Novels. Dumas' Novels. Cockton's Novels. Bulwer Lytton's Novels. Sir Walter Scott's Waverley Novels. Smollett's Novels. Fielding's Novels, &c., &c. The trade supplied. LYON & BLAIR, Importers, Lambton-quay. — [424, 888, 551, 1016]
ad-heading: TO ARRIVE PER MIDLOTHIAN. — [724, 1184, 800, 1205]
ad-heading: ON SALE AT THE CITY STEAM SASH & DOOR FACTORY — — [572, 976, 679, 1007]
advertisement — [13, 1131, 139, 1221]
ad-body: Gardener's Household Medicine and Sickroom Guide. Graham's Domestic Medicine. Graham's Diseases of Females. Graham's Diseases of Infants. Thompson's Domestic Medicine. Chavasse's Advice to a Wife. Chavasse's Advice to a Mother. Bull's Hints to Mothers. Bull's Maternal Management of Children. Mrs. Beeton's Household Management. Warne's Model Cookery. Warne's Model Cookery, cheap edition. Enquire Within Upon Everything. Dictionary of Daily Wants, &c., &c. LYON & BLAIR, Importers of Books, Lambton-quay. — [424, 382, 551, 502]
column-3 — [283, 56, 420, 1492]
ad-body: George Thomas has received instructions from Messrs. Krull and Co., to sell by public auction, on the Queen's wharf, on Friday, 4th August, at 12 o'clock, Ex Glimpse, Fraser, master, from Timaru — 26 sacks oats, 100 26 do potatoes. All more or less damaged. Terms cash, no reserve. — [13, 308, 140, 370]
ad-body: Mr. G. H. VENNELL has received instructions from Mr. N. E. S. Rutherford to offer for sale, after the sale of unclaimed packages, &c. — The well-known paddle engine of the p.s. Bruce. Particulars can be obtained on application at the company's office. Also, 1 case containing ladies' costumes. Terms at sale. — [13, 1146, 140, 1216]
ad-heading: POWELL'S BALSAM OF ANISEED. — [847, 1076, 952, 1096]
advertisement — [562, 667, 688, 825]
advertisement — [13, 1002, 139, 1022]
ad-heading: SALE BY AUCTION. — [168, 500, 259, 511]
advertisement — [699, 1181, 825, 1419]
advertisement — [13, 97, 139, 117]
advertisement — [13, 1221, 139, 1241]
ad-heading: ROWLANDS AND CO. — [292, 471, 409, 483]
ad-heading: WEDNESDAY, 9th AUGUST. — [15, 1133, 137, 1144]
ad-body: Testimonial from the Rev. W. LEWIS, Vicar of Stixwold, and Editor of the Wesleyan Witness. Dear Sir, — I have to acknowledge with my warmest thanks the benefit I have received from your valuable Balsam of Aniseed for the benefit of my afflicted family. Yours faithfully, WILLIAM LUSH. IMPORTANT TESTIMONIAL. Dear Sir, — I may tell you that I have used your Balsam for a very long time for myself and family. I think it an invaluable medicine for coughs, &c. LIONEL BROUGH, Globe Theatre. POWELL'S BALSAM OF ANISEED, the favourite Remedy for Coughs, Colds, Bronchitis, Asthma, Night Cough, &c., is invaluable. Sold by Chemists and Storekeepers throughout Australia and New Zealand. Prepared by THOMAS POWELL, 16, Blackfriars-road, London. TRADE MARK — LION, NET, AND MOUSE. — [836, 1097, 963, 1269]
ad-body: George Thomas has received instructions from the owner to sell by public auction at his rooms, Brandon-street, on the above date — A piece of land containing 40ft. frontage by 90ft. depth, on which is erected a new cottage of six rooms, well finished. Also, A piece of land adjoining the above; same dimensions, all fenced in, and road made. Terms at sale, which will take place at 2 o'clock. N.B. — The above properties are immediately opposite the residence of W. W. Taylor, Esq., Adelaide-road. — [13, 708, 140, 814]
advertisement — [150, 478, 276, 498]
advertisement — [288, 468, 414, 593]
section-heading: Auctions — [145, 56, 281, 73]
advertisement — [425, 359, 551, 508]
ad-heading: VICE-REGAL DOMAIN. — [160, 605, 267, 616]
ad-heading: PRELIMINARY NOTICE. — [21, 1003, 131, 1014]
advertisement — [150, 77, 276, 97]
ad-heading: PRELIMINARY NOTICE. — [157, 480, 270, 491]
ad-heading: ENCYCLOPAEDIA BRITANNICA. NINTH EDITION. — [441, 589, 535, 618]
ad-body: W. G. JACKSON'S List of Books, Periodicals, &c., just received per overland mail — Whyte Melville's Sister Louise. Black's In Silk Attire, Maid of Killeena, Strange Adventures, Phaeton, Daughter of Heth. Verne's Survivors of the Chancellor, Meridiana, the Adventures of Three Englishmen and Three Russians in South Africa, Escaped from the Clouds. The Mysterious Island, Adventures of Captain Hatteras. From the Earth to the Moon. Thrown Together — Florence Montgomery. Leisure Hour, Sunday at Home, Young, Cornhill, British Juvenile, Little Folks, &c., &c. Mrs. Henry Wood's novels, Miss Rhoda Broughton's, Wilkie Collins', Dumas', Lytton's, Dickens', Disraeli's, Ouida's, Trollope's, Grant's, &c. A large stock of Prayers, Bibles, Hymn Books, Prayers for Family Worship, Children's Gift Books, Poems, Scientific Works, &c. The latest New Books, Music, &c., received by every mail. Always on hand a very large stock of school prizes, gift books, Sunday-school libraries, and standard works suitable for public libraries. Importing direct from the publishers in large quantities, W. G. J. is thus able to defy competition. In stock a large and varied assortment of fancy goods, pictures, glassware, Italian fancy articles, work-bags, baskets, &c., in leather and wicker-work, ladies' bags, inkstands, writing-desks, electro-plated ware, Berlin wools and patterns, in large quantities. Agent for the Illustrated London News, Punch, Graphic, Church Services, Bibles, &c. Mr. Jackson has a large lot of stationery, school books, &c., which are for sale. W. G. JACKSON, STATIONERS' HALL, LAMBTON-QUAY. — [424, 1036, 552, 1377]
advertisement — [837, 77, 963, 145]
advertisement — [425, 1022, 551, 1383]
advertisement — [562, 973, 688, 1095]
ad-body: George Thomas has received instructions from Alexander Sutherland Allan, Esq., Registrar of the Supreme Court, Wellington, to sell by public auction at his rooms, Lambton-quay, on Monday, 7th August, at 2 o'clock, under the provisions of the Conveyancing Act Amendment Act of 1860 — All that parcel of land containing by admeasurement 172 acres one rood and thirty-nine (39) perches more or less, being part of the sections numbered 191, 202, and the whole of the section numbered 300 on the plan of the Taratahi Plain Block, in the Wairarapa district. There is a good dwelling-house and other buildings erected on the land. The property will be sold subject to a Mortgage to the Trustees of the Permanent Investment and Loan Association of Wairarapa, to secure £350. Interest in payments extending over a period of fourteen years, from about the 30th September, 1874, and also subject to any existing leases. The sale will take place at 2 o'clock precisely. Terms and conditions at sale. — [13, 429, 140, 649]
ad-body: Mr. R. J. DUNCAN will sell by public auction at his rooms, Panama-street, on Friday, 4th August, at 1 p.m., One case, comprising — 186 pieces wincey, in dress lengths, 7 do cloth skirting, 4 do winsey skirting, 14 all wool shawls, 11 French merino dresses. Also, to close a joint venture, One case drapery, comprising — Huckaback and damask towels, 8-4, 8-10, and 8-12 bleached damask table cloths, 6-4 and 8-4 loom and bleached table damask and diaper. Victoria printed cloth and embroidered table covers, 3-4 printed table covering, 3 pieces 9-4, 10-4, 11-4, and 12-4 huilet and H.C. quilts. Improvers and crinolines, Pique costumes, Chemises, ladies' drawers, &c. — [150, 112, 277, 266]
advertisement — [699, 370, 825, 652]
ad-body: Down 6d. per pound at BRAVIS'S ORIGINAL HAM AND BEEF SHOP. E. J. BRAVIS having during the last few months built three substantial buildings of brick and cement expressly for pork cutting, lard making, salting, and smoke drying, is in a position to supply the public of Wellington with London breakfast bacon all the year round, cheaper for cash than any other house. Prime rolled bacon, 1s per lb. Other parts, 6d and 8d per lb. Lard, reduced from 1s. to 9d. per lb. Prime pickled pork, 7d. to 9d. per lb. Ready-dressed ham, 2s. per lb. Smoked Bath chaps, 9d. per lb. Pure quality do., 1s. 2d. per lb. Brawn, 6d. per lb. Polonies, 1s. 4d. per lb. Pork brawn, 1s. per lb. Scotch beef hams, 1s. per lb. Boarding-houses and families waited on for orders, and all goods delivered free. — [287, 227, 414, 463]
ad-body: Gas fittings, pumps. Gas, steam, and water pipes. Brass cocks for steam and water. Steam gauges. Pet cocks, single and double tallow cups. Copper and brass pipes. Steam donkey pumps. Stocker's beer engines, indiarubber hose. Copper boilers. Sheet brass, copper and pewter coils. Steam pans. And every article for engineers and soap boilers. Galvanised Spouting, Ridging, and Curving Works. Gas Fitters, Brass Founders, & Coppersmiths. To Arrive — Steam Engine, by Tangye. — [562, 702, 689, 820]
ad-heading: MONDAY, AUGUST 7. — [165, 935, 262, 946]
ad-body: Hhds., Qr-Casks, Cases, 1* and 4****. In Flasks, Half-flasks, and Crystal Flasks. The above Brandy is not excelled in quality by any other, and is yearly increasing in demand. In conjunction with Messrs. L. D. Nathan and Co., of Auckland, we are appointed Sole Agents in the North Island, and are prepared to supply the above in any quantity. JACOB JOSEPH & CO., Agents. — [562, 1130, 689, 1221]
